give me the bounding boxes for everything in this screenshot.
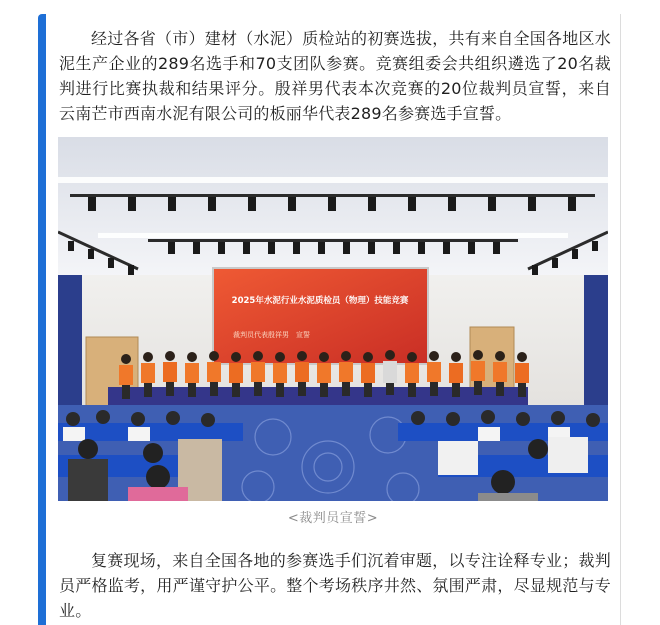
article-paragraph: 经过各省（市）建材（水泥）质检站的初赛选拔，共有来自全国各地区水泥生产企业的289名选手和70支团队参赛。竞赛组委会共组织遴选了20名裁判进行比赛执裁和结果评分。殷祥男代表本次竞赛的20位裁判员宣誓，来自云南芒市西南水泥有限公司的板丽华代表289名参赛选手宣誓。 [59, 29, 611, 123]
led-screen [213, 268, 428, 364]
screen-title: 2025年水泥行业水泥质检员（物理）技能竞赛 [231, 296, 409, 306]
photo-caption: <裁判员宣誓> [287, 511, 379, 526]
screen-subtitle: 裁判员代表殷祥男 宣誓 [233, 331, 310, 339]
accent-bar [38, 14, 46, 625]
ceremony-photo-illustration [58, 137, 608, 501]
article-paragraph: 复赛现场，来自全国各地的参赛选手们沉着审题，以专注诠释专业；裁判员严格监考，用严谨守护公平。整个考场秩序井然、氛围严肃，尽显规范与专业。 [59, 551, 611, 620]
ceremony-photo [58, 137, 608, 501]
